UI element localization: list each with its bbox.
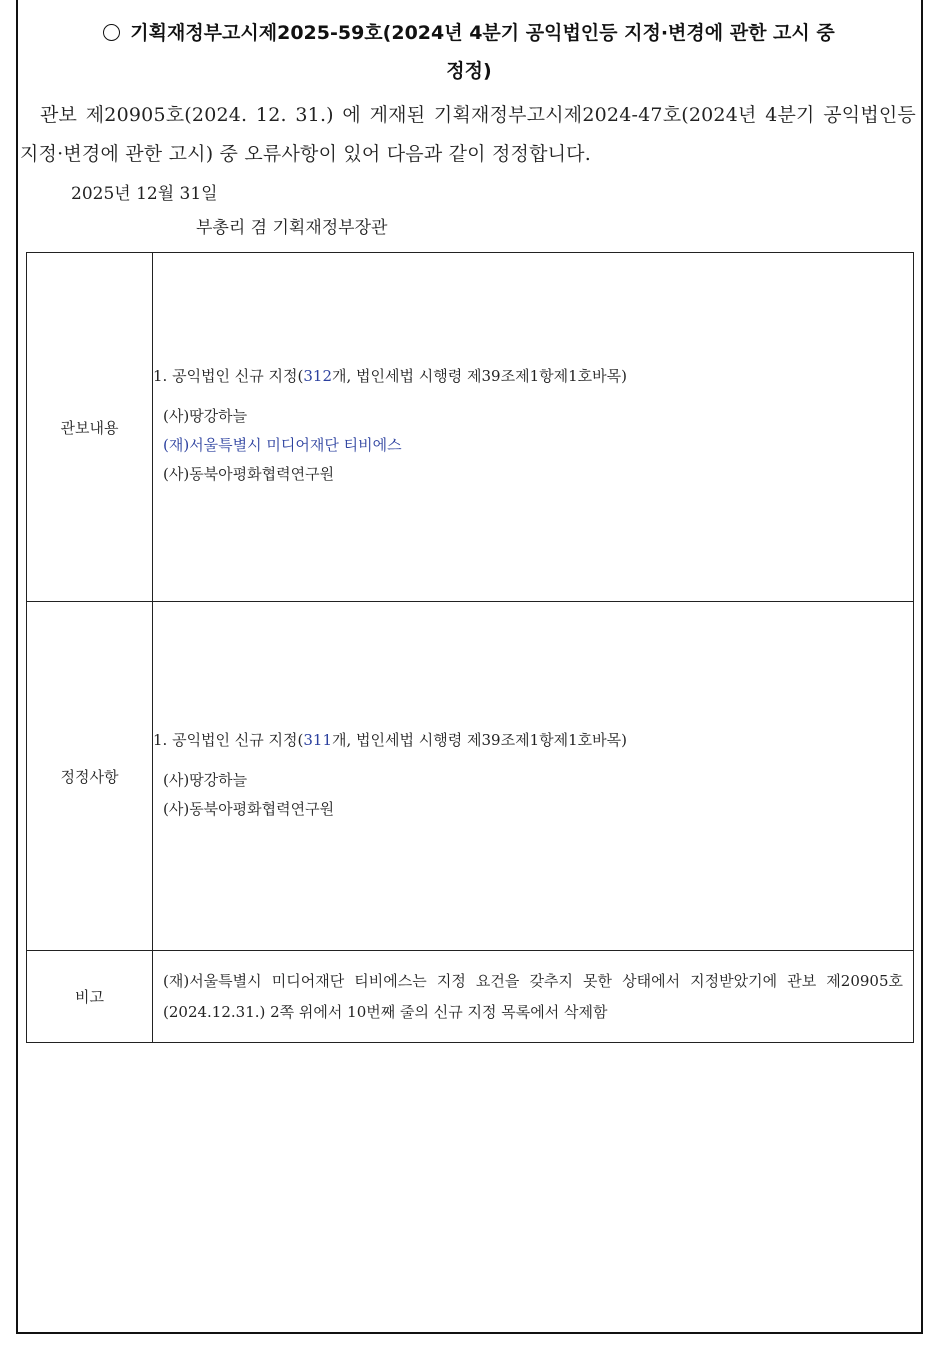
corrected-row [27,602,914,951]
remarks-text: (재)서울특별시 미디어재단 티비에스는 지정 요건을 갖추지 못한 상태에서 지정받았기에 관보 제20905호(2024.12.31.) 2쪽 위에서 10번째 줄의 신규 지정 목록에서 삭제함 [163,971,903,1021]
signer: 부총리 겸 기획재정부장관 [196,218,388,238]
heading-prefix: 1. 공익법인 신규 지정( [153,730,304,749]
corrected-heading [153,729,913,750]
correction-table [26,252,914,1043]
original-content [153,253,914,602]
original-heading [153,365,913,386]
title-line-2: 정정) [446,60,492,82]
original-label: 관보내용 [27,253,153,602]
remarks-row [27,951,914,1043]
corrected-count: 311 [303,730,333,749]
remarks-label: 비고 [27,951,153,1043]
heading-suffix: 개, 법인세법 시행령 제39조제1항제1호바목) [332,367,627,385]
original-entry-2: (재)서울특별시 미디어재단 티비에스 [163,436,402,454]
heading-prefix: 1. 공익법인 신규 지정( [153,367,304,385]
intro-paragraph: 관보 제20905호(2024. 12. 31.) 에 게재된 기획재정부고시제2024-47호(2024년 4분기 공익법인등 지정·변경에 관한 고시) 중 오류사항이 있어 다음과 같이 정정합니다. [20,104,916,165]
original-entry-3: (사)동북아평화협력연구원 [163,465,335,483]
notice-title [20,14,918,90]
original-entry-1: (사)땅강하늘 [163,407,248,425]
title-line-1: 기획재정부고시제2025-59호(2024년 4분기 공익법인등 지정·변경에 관한 고시 중 [130,22,835,44]
original-row [27,253,914,602]
circle-bullet-icon [103,24,120,41]
notice-date: 2025년 12월 31일 [71,184,218,204]
corrected-entry-2: (사)동북아평화협력연구원 [163,799,335,818]
heading-suffix: 개, 법인세법 시행령 제39조제1항제1호바목) [332,730,627,749]
corrected-label: 정정사항 [27,602,153,951]
remarks-content [153,951,914,1043]
corrected-entry-1: (사)땅강하늘 [163,770,248,789]
original-count: 312 [303,367,333,385]
corrected-content [153,602,914,951]
